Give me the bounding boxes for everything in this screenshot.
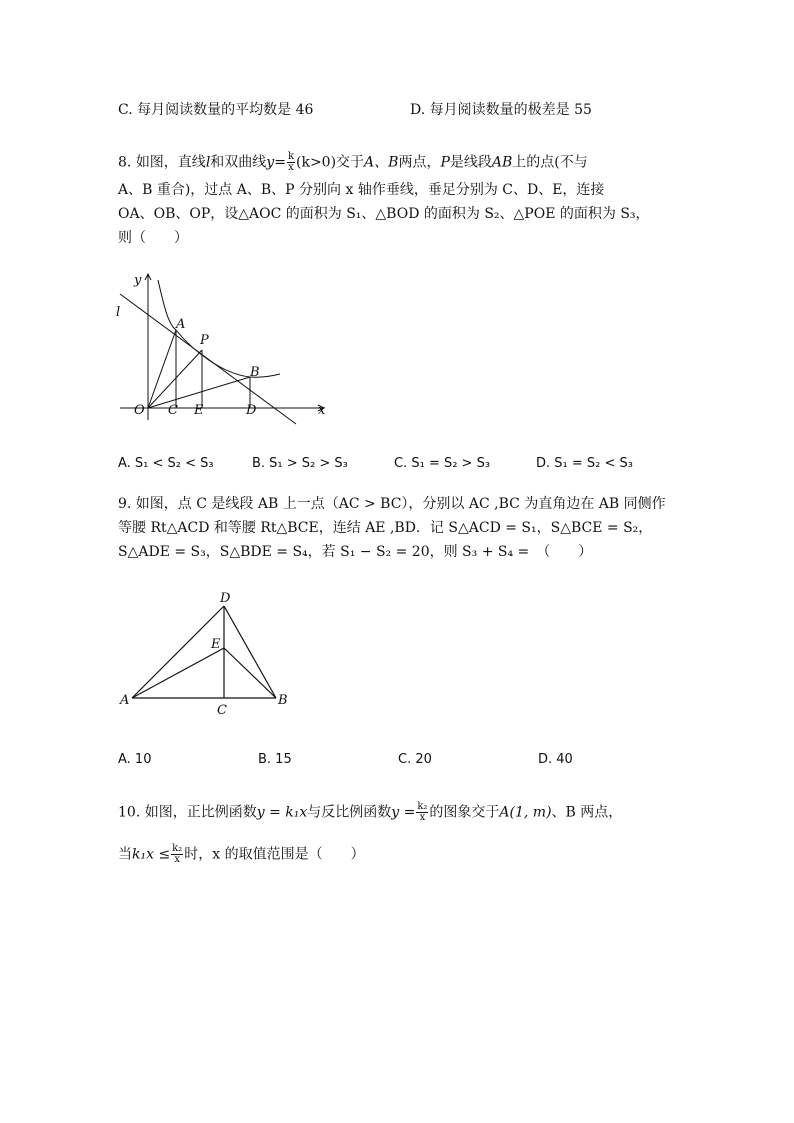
q9-line-3: S△ADE = S₃，S△BDE = S₄，若 S₁ − S₂ = 20，则 S₃ + S₄ = （ ） [118, 544, 593, 560]
segment-ae [132, 648, 224, 698]
q8-option-b[interactable]: B. S₁ > S₂ > S₃ [252, 456, 348, 471]
fraction-k-over-x: $\frac{k}{x}$ [287, 151, 294, 173]
label-p: P [200, 333, 209, 348]
label-e: E [211, 637, 221, 652]
segment-oa [148, 330, 176, 408]
label-d: D [246, 403, 257, 418]
q8-figure [112, 266, 342, 426]
option-c-prev: C. 每月阅读数量的平均数是 46 [118, 102, 314, 118]
q8-line-3: OA、OB、OP，设△AOC 的面积为 S₁、△BOD 的面积为 S₂、△POE 的面积为 S₃， [118, 206, 650, 222]
label-b: B [250, 365, 260, 380]
segment-ad [132, 606, 224, 698]
q9-line-2: 等腰 Rt△ACD 和等腰 Rt△BCE，连结 AE ,BD．记 S△ACD = S₁，S△BCE = S₂， [118, 520, 653, 536]
label-e: E [194, 403, 204, 418]
label-y: y [134, 273, 142, 288]
option-d-prev: D. 每月阅读数量的极差是 55 [410, 102, 592, 118]
segment-db [224, 606, 276, 698]
q9-option-a[interactable]: A. 10 [118, 752, 152, 767]
q8-line-4: 则（ ） [118, 230, 188, 246]
label-o: O [134, 403, 145, 418]
label-d: D [220, 591, 231, 606]
segment-eb [224, 648, 276, 698]
label-c: C [217, 703, 227, 716]
q9-option-c[interactable]: C. 20 [398, 752, 432, 767]
q8-line-2: A、B 重合)，过点 A、B、P 分别向 x 轴作垂线，垂足分别为 C、D、E，连接 [118, 182, 605, 198]
q9-option-b[interactable]: B. 15 [258, 752, 292, 767]
label-x: x [318, 403, 326, 418]
line-l [120, 294, 296, 424]
q10-line-1: 10. 如图，正比例函数y = k₁x与反比例函数y = $\frac{\text{k₂}}{x}$ 的图象交于A(1, m)、B 两点， [118, 801, 623, 823]
q9-option-d[interactable]: D. 40 [538, 752, 573, 767]
q9-line-1: 9. 如图，点 C 是线段 AB 上一点（AC > BC），分别以 AC ,BC 为直角边在 AB 同侧作 [118, 496, 666, 512]
q8-line-1: 8. 如图，直线l和双曲线y= $\frac{k}{x}$ (k>0)交于A、B两点，P是线段AB上的点(不与 [118, 151, 588, 173]
label-a: A [176, 317, 186, 332]
q8-option-a[interactable]: A. S₁ < S₂ < S₃ [118, 456, 214, 471]
fraction-k2-over-x: $\frac{\text{k₂}}{x}$ [417, 801, 428, 823]
fraction-k2-over-x-2: $\frac{\text{k₂}}{x}$ [172, 843, 183, 865]
q8-option-d[interactable]: D. S₁ = S₂ < S₃ [536, 456, 633, 471]
q8-option-c[interactable]: C. S₁ = S₂ > S₃ [394, 456, 491, 471]
q9-figure [114, 586, 304, 716]
label-c: C [168, 403, 178, 418]
label-l: l [116, 305, 121, 320]
q10-line-2: 当k₁x ≤ $\frac{\text{k₂}}{x}$ 时，x 的取值范围是（ ） [118, 843, 365, 865]
label-a: A [120, 693, 130, 708]
label-b: B [278, 693, 288, 708]
